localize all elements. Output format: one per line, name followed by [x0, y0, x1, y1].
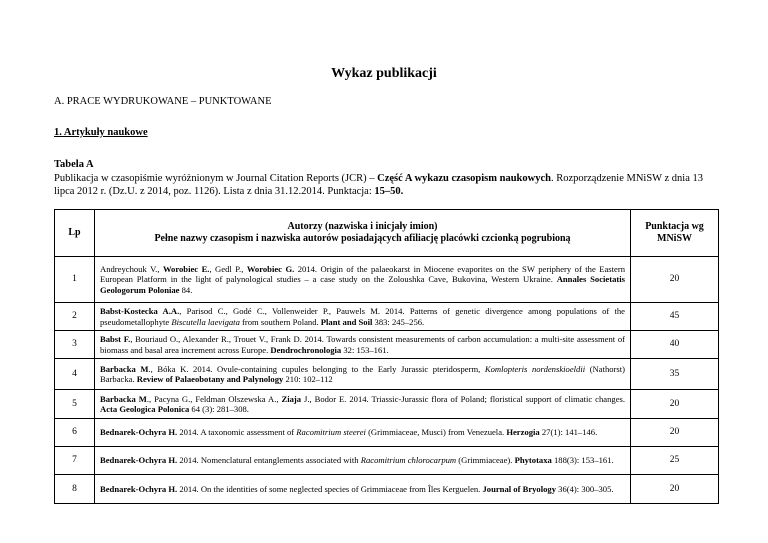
row-number: 8: [55, 475, 95, 504]
table-row: [55, 359, 719, 390]
row-number: 5: [55, 390, 95, 419]
row-number: 7: [55, 447, 95, 475]
publication-reference: [95, 331, 631, 359]
reference-segment: , Parisod C., Godé C., Vollenweider P., Pauwels M. 2014. Patterns of genetic divergence among populations of the pseudometallophyte: [100, 306, 625, 327]
reference-segment: Dendrochronologia: [270, 344, 342, 355]
reference-segment: 188(3): 153–161.: [551, 455, 614, 466]
table-row: [55, 257, 719, 303]
header-authors: [95, 210, 631, 257]
reference-segment: Barbacka M: [100, 363, 149, 374]
reference-segment: Phytotaxa: [514, 455, 552, 466]
reference-segment: ., Bóka K. 2014. Ovule-containing cupules belonging to the Early Jurassic pteridosperm,: [148, 363, 485, 374]
reference-segment: (Nathorst) Barbacka.: [100, 363, 626, 384]
reference-segment: 2014. A taxonomic assessment of: [177, 427, 297, 438]
points-value: 35: [631, 359, 719, 390]
row-number: 6: [55, 419, 95, 447]
page-title: Wykaz publikacji: [331, 66, 437, 81]
reference-segment: Racomitrium steerei: [296, 427, 366, 438]
reference-segment: Annales Societatis Geologorum Poloniae: [100, 274, 625, 295]
publication-reference: [95, 390, 631, 419]
publication-reference: [95, 475, 631, 504]
reference-segment: 36(4): 300–305.: [556, 483, 614, 494]
reference-segment: Worobiec E.: [162, 263, 210, 274]
reference-segment: Herzogia: [506, 427, 540, 438]
row-number: 1: [55, 257, 95, 303]
table-row: [55, 390, 719, 419]
publication-reference: [95, 257, 631, 303]
reference-segment: (Grimmiaceae, Musci) from Venezuela.: [365, 427, 507, 438]
header-authors-line2: Pełne nazwy czasopism i nazwiska autorów posiadających afiliację placówki czcionką pogrubioną: [154, 233, 571, 244]
reference-segment: 64 (3): 281–308.: [189, 404, 249, 414]
intro-text-2: . Rozporządzenie MNiSW z dnia 13 lipca 2012 r. (Dz.U. z 2014, poz. 1126). Lista z dnia 31.12.2014. Punktacja:: [54, 173, 703, 197]
reference-segment: Acta Geologica Polonica: [100, 404, 190, 414]
reference-segment: , Gedl P.,: [209, 263, 247, 274]
reference-segment: Biscutella laevigata: [171, 316, 240, 327]
table-label: Tabela A: [54, 159, 94, 170]
reference-segment: from southern Poland.: [239, 316, 321, 327]
publications-table: [54, 209, 719, 504]
table-row: [55, 419, 719, 447]
publication-reference: [95, 419, 631, 447]
reference-segment: Bednarek-Ochyra H.: [100, 483, 178, 494]
intro-paragraph: [54, 172, 714, 198]
reference-segment: 2014. Origin of the palaeokarst in Miocene evaporites on the SW periphery of the Eastern European Platform in the light of palynological studies – a case study on the Zoloushka Cave, Bukovina, Western Ukraine.: [100, 263, 625, 285]
header-authors-line1: Autorzy (nazwiska i inicjały imion): [287, 221, 438, 232]
publication-reference: [95, 359, 631, 390]
reference-segment: Review of Palaeobotany and Palynology: [136, 374, 284, 384]
points-value: 40: [631, 331, 719, 359]
points-value: 20: [631, 419, 719, 447]
reference-segment: Bednarek-Ochyra H.: [100, 455, 178, 466]
points-value: 20: [631, 390, 719, 419]
reference-segment: Plant and Soil: [320, 316, 373, 327]
reference-segment: Bednarek-Ochyra H.: [100, 427, 178, 438]
table-row: [55, 475, 719, 504]
reference-segment: (Grimmiaceae).: [456, 455, 515, 466]
intro-bold-1: Część A wykazu czasopism naukowych: [377, 173, 551, 184]
row-number: 4: [55, 359, 95, 390]
section-heading: A. PRACE WYDRUKOWANE – PUNKTOWANE: [54, 96, 272, 107]
reference-segment: Ziaja: [281, 393, 302, 404]
reference-segment: 27(1): 141–146.: [539, 427, 598, 438]
intro-text-1: Publikacja w czasopiśmie wyróżnionym w Journal Citation Reports (JCR) –: [54, 173, 378, 184]
reference-segment: 2014. On the identities of some neglected species of Grimmiaceae from Îles Kerguelen.: [177, 483, 483, 494]
reference-segment: ., Pacyna G., Feldman Olszewska A.,: [146, 393, 282, 404]
points-value: 20: [631, 475, 719, 504]
publication-reference: [95, 447, 631, 475]
reference-segment: Racomitrium chlorocarpum: [360, 455, 457, 466]
reference-segment: , Bouriaud O., Alexander R., Trouet V., Frank D. 2014. Towards consistent measurements of carbon accumulation: a multi-site assessment of biomass and basal area increment across Europe.: [100, 334, 625, 355]
table-body: [55, 257, 719, 504]
reference-segment: Babst-Kostecka A.A.: [100, 306, 180, 316]
reference-segment: Worobiec G.: [246, 263, 295, 274]
points-value: 45: [631, 303, 719, 331]
points-value: 25: [631, 447, 719, 475]
row-number: 3: [55, 331, 95, 359]
reference-segment: J., Bodor E. 2014. Triassic-Jurassic flora of Poland; floristical support of climatic changes.: [301, 393, 626, 404]
reference-segment: Barbacka M: [100, 393, 147, 404]
intro-bold-2: 15–50.: [374, 186, 404, 197]
subsection-heading: [54, 127, 148, 138]
header-lp: Lp: [55, 210, 95, 257]
publication-reference: [95, 303, 631, 331]
reference-segment: Journal of Bryology: [482, 483, 557, 494]
reference-segment: 383: 245–256.: [372, 316, 425, 327]
reference-segment: 84.: [179, 284, 193, 295]
reference-segment: 2014. Nomenclatural entanglements associated with: [177, 455, 361, 466]
table-row: [55, 303, 719, 331]
subsection-heading-text: 1. Artykuły naukowe: [54, 127, 148, 138]
table-row: [55, 447, 719, 475]
reference-segment: 32: 153–161.: [341, 344, 389, 355]
table-row: [55, 331, 719, 359]
points-value: 20: [631, 257, 719, 303]
row-number: 2: [55, 303, 95, 331]
reference-segment: Komlopteris nordenskioeldii: [484, 363, 586, 374]
reference-segment: Babst F.: [100, 334, 131, 344]
reference-segment: Andreychouk V.,: [100, 263, 163, 274]
reference-segment: 210: 102–112: [283, 374, 333, 384]
table-header-row: [55, 210, 719, 257]
header-points: Punktacja wg MNiSW: [631, 210, 719, 257]
